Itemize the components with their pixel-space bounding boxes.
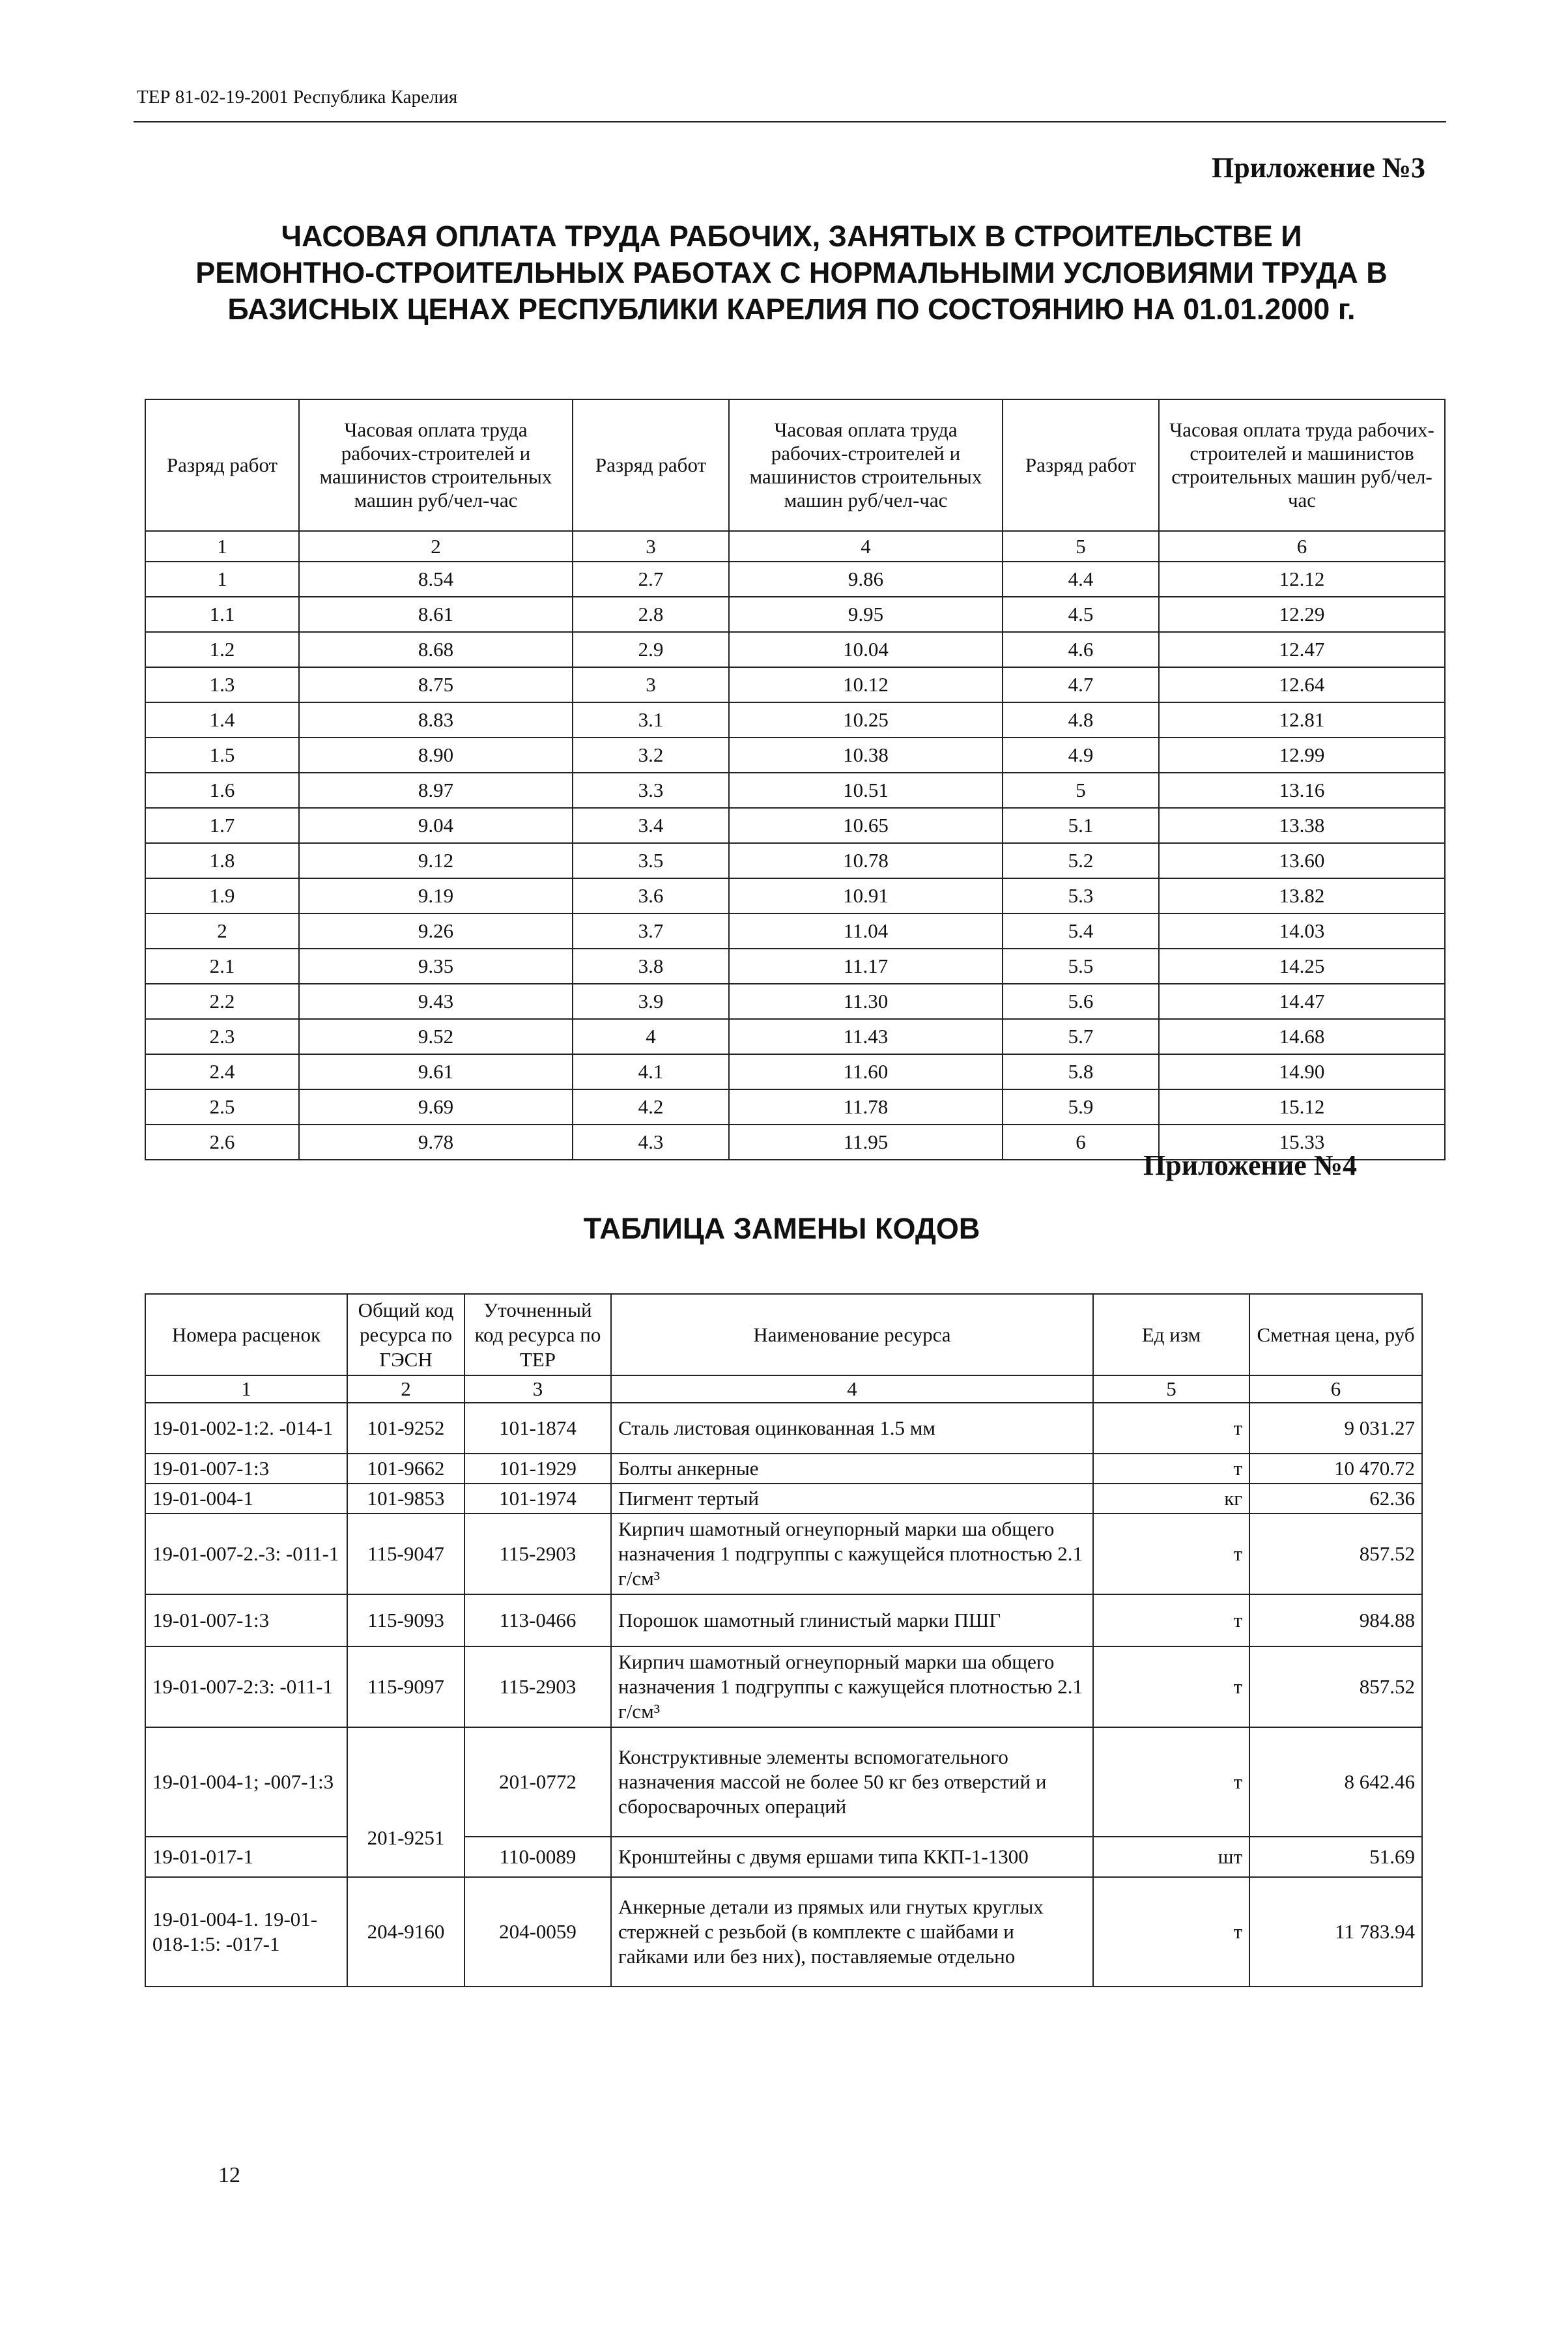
column-number-row: [145, 1375, 1422, 1403]
table-cell: 4.5: [1003, 597, 1159, 632]
column-header: Сметная цена, руб: [1249, 1294, 1422, 1375]
ter-code-cell: 201-0772: [464, 1727, 611, 1837]
ter-code-cell: 101-1929: [464, 1454, 611, 1484]
price-cell: 8 642.46: [1249, 1727, 1422, 1837]
resource-name-cell: Конструктивные элементы вспомогательного назначения массой не более 50 кг без отверстий и сборосварочных операций: [611, 1727, 1093, 1837]
column-number: 3: [573, 531, 729, 562]
table-cell: 4.2: [573, 1089, 729, 1125]
table-cell: 2.7: [573, 562, 729, 597]
table-cell: 5.6: [1003, 984, 1159, 1019]
price-cell: 11 783.94: [1249, 1877, 1422, 1987]
ter-code-cell: 113-0466: [464, 1594, 611, 1646]
gesn-code-cell: 101-9662: [347, 1454, 464, 1484]
table-row: [145, 1484, 1422, 1514]
table-cell: 9.35: [299, 949, 573, 984]
unit-cell: т: [1093, 1877, 1249, 1987]
table-cell: 11.04: [729, 913, 1003, 949]
page-number: 12: [218, 2163, 240, 2187]
table-row: [145, 949, 1445, 984]
gesn-code-cell: 115-9047: [347, 1514, 464, 1594]
code-replacement-table: [145, 1293, 1423, 1987]
table-row: [145, 1514, 1422, 1594]
table-cell: 8.54: [299, 562, 573, 597]
unit-cell: т: [1093, 1403, 1249, 1454]
table-cell: 1.4: [145, 702, 299, 738]
column-header: Часовая оплата труда рабочих-строителей и машинистов строительных машин руб/чел-час: [729, 399, 1003, 531]
column-header: Часовая оплата труда рабочих-строителей и машинистов строительных машин руб/чел-час: [299, 399, 573, 531]
rate-numbers-cell: 19-01-007-2.-3: -011-1: [145, 1514, 347, 1594]
table-row: [145, 1727, 1422, 1837]
ter-code-cell: 101-1874: [464, 1403, 611, 1454]
table-cell: 11.95: [729, 1125, 1003, 1160]
table-row: [145, 913, 1445, 949]
table-cell: 8.68: [299, 632, 573, 667]
table-cell: 14.03: [1159, 913, 1445, 949]
table-cell: 12.81: [1159, 702, 1445, 738]
ter-code-cell: 115-2903: [464, 1646, 611, 1727]
ter-code-cell: 101-1974: [464, 1484, 611, 1514]
table-cell: 12.99: [1159, 738, 1445, 773]
table-cell: 3: [573, 667, 729, 702]
price-cell: 984.88: [1249, 1594, 1422, 1646]
table-cell: 4: [573, 1019, 729, 1054]
rate-numbers-cell: 19-01-007-1:3: [145, 1454, 347, 1484]
appendix3-title: ЧАСОВАЯ ОПЛАТА ТРУДА РАБОЧИХ, ЗАНЯТЫХ В СТРОИТЕЛЬСТВЕ И РЕМОНТНО-СТРОИТЕЛЬНЫХ РАБОТАХ С НОРМАЛЬНЫМИ УСЛОВИЯМИ ТРУДА В БАЗИСНЫХ ЦЕНАХ РЕСПУБЛИКИ КАРЕЛИЯ ПО СОСТОЯНИЮ НА 01.01.2000 г.: [195, 220, 1388, 326]
table-cell: 4.6: [1003, 632, 1159, 667]
gesn-code-cell: 201-9251: [347, 1727, 464, 1877]
column-number: 2: [347, 1375, 464, 1403]
table-cell: 10.51: [729, 773, 1003, 808]
table-cell: 10.78: [729, 843, 1003, 878]
table-row: [145, 1054, 1445, 1089]
column-number: 5: [1093, 1375, 1249, 1403]
table-row: [145, 562, 1445, 597]
table-row: [145, 1877, 1422, 1987]
table-row: [145, 1646, 1422, 1727]
table-cell: 2: [145, 913, 299, 949]
table-row: [145, 773, 1445, 808]
column-number: 4: [729, 531, 1003, 562]
table-cell: 4.9: [1003, 738, 1159, 773]
table-cell: 3.7: [573, 913, 729, 949]
gesn-code-cell: 101-9853: [347, 1484, 464, 1514]
resource-name-cell: Болты анкерные: [611, 1454, 1093, 1484]
table-cell: 5.2: [1003, 843, 1159, 878]
table-cell: 12.29: [1159, 597, 1445, 632]
table-cell: 10.65: [729, 808, 1003, 843]
table-cell: 10.12: [729, 667, 1003, 702]
table-cell: 2.3: [145, 1019, 299, 1054]
table-cell: 10.91: [729, 878, 1003, 913]
table-row: [145, 843, 1445, 878]
table-cell: 9.26: [299, 913, 573, 949]
table-cell: 11.43: [729, 1019, 1003, 1054]
table-cell: 5.7: [1003, 1019, 1159, 1054]
table-cell: 9.86: [729, 562, 1003, 597]
table-cell: 9.78: [299, 1125, 573, 1160]
unit-cell: т: [1093, 1454, 1249, 1484]
table-cell: 14.47: [1159, 984, 1445, 1019]
document-header: ТЕР 81-02-19-2001 Республика Карелия: [137, 87, 458, 108]
table-cell: 2.2: [145, 984, 299, 1019]
table-row: [145, 632, 1445, 667]
column-header: Номера расценок: [145, 1294, 347, 1375]
table-cell: 1.9: [145, 878, 299, 913]
table-cell: 1: [145, 562, 299, 597]
table-cell: 1.6: [145, 773, 299, 808]
table-cell: 8.83: [299, 702, 573, 738]
table-cell: 9.69: [299, 1089, 573, 1125]
table-cell: 5.3: [1003, 878, 1159, 913]
column-header: Наименование ресурса: [611, 1294, 1093, 1375]
unit-cell: шт: [1093, 1837, 1249, 1877]
table-cell: 10.25: [729, 702, 1003, 738]
table-cell: 8.75: [299, 667, 573, 702]
resource-name-cell: Анкерные детали из прямых или гнутых круглых стержней с резьбой (в комплекте с шайбами и гайками или без них), поставляемые отдельно: [611, 1877, 1093, 1987]
table-cell: 3.4: [573, 808, 729, 843]
table-cell: 9.95: [729, 597, 1003, 632]
table-cell: 5.9: [1003, 1089, 1159, 1125]
table-row: [145, 1837, 1422, 1877]
table-cell: 12.12: [1159, 562, 1445, 597]
table-cell: 2.5: [145, 1089, 299, 1125]
rate-numbers-cell: 19-01-002-1:2. -014-1: [145, 1403, 347, 1454]
table-cell: 4.4: [1003, 562, 1159, 597]
table-cell: 1.2: [145, 632, 299, 667]
resource-name-cell: Кирпич шамотный огнеупорный марки ша общего назначения 1 подгруппы с кажущейся плотностью 2.1 г/см³: [611, 1514, 1093, 1594]
ter-code-cell: 110-0089: [464, 1837, 611, 1877]
table-cell: 1.5: [145, 738, 299, 773]
resource-name-cell: Кирпич шамотный огнеупорный марки ша общего назначения 1 подгруппы с кажущейся плотностью 2.1 г/см³: [611, 1646, 1093, 1727]
column-number-row: [145, 531, 1445, 562]
unit-cell: т: [1093, 1514, 1249, 1594]
table-cell: 8.61: [299, 597, 573, 632]
table-cell: 14.25: [1159, 949, 1445, 984]
table-cell: 8.97: [299, 773, 573, 808]
column-header: Разряд работ: [145, 399, 299, 531]
table-row: [145, 1454, 1422, 1484]
column-number: 4: [611, 1375, 1093, 1403]
table-cell: 5.8: [1003, 1054, 1159, 1089]
column-number: 5: [1003, 531, 1159, 562]
column-number: 1: [145, 531, 299, 562]
table-cell: 8.90: [299, 738, 573, 773]
table-cell: 11.17: [729, 949, 1003, 984]
table-cell: 4.3: [573, 1125, 729, 1160]
table-cell: 4.8: [1003, 702, 1159, 738]
price-cell: 857.52: [1249, 1514, 1422, 1594]
table-cell: 13.60: [1159, 843, 1445, 878]
table-cell: 15.33: [1159, 1125, 1445, 1160]
resource-name-cell: Порошок шамотный глинистый марки ПШГ: [611, 1594, 1093, 1646]
price-cell: 857.52: [1249, 1646, 1422, 1727]
rate-numbers-cell: 19-01-017-1: [145, 1837, 347, 1877]
resource-name-cell: Кронштейны с двумя ершами типа ККП-1-1300: [611, 1837, 1093, 1877]
ter-code-cell: 115-2903: [464, 1514, 611, 1594]
table-row: [145, 702, 1445, 738]
table-row: [145, 1019, 1445, 1054]
table-cell: 3.8: [573, 949, 729, 984]
table-cell: 5.4: [1003, 913, 1159, 949]
table-cell: 12.47: [1159, 632, 1445, 667]
table-cell: 6: [1003, 1125, 1159, 1160]
table-cell: 2.4: [145, 1054, 299, 1089]
table-cell: 3.3: [573, 773, 729, 808]
table-cell: 2.8: [573, 597, 729, 632]
table-cell: 10.38: [729, 738, 1003, 773]
table-cell: 3.5: [573, 843, 729, 878]
wage-rate-table: [145, 399, 1446, 1160]
unit-cell: т: [1093, 1594, 1249, 1646]
column-number: 6: [1159, 531, 1445, 562]
table-row: [145, 878, 1445, 913]
column-number: 3: [464, 1375, 611, 1403]
table-row: [145, 1403, 1422, 1454]
gesn-code-cell: 101-9252: [347, 1403, 464, 1454]
rate-numbers-cell: 19-01-007-1:3: [145, 1594, 347, 1646]
table-row: [145, 1594, 1422, 1646]
table-cell: 1.8: [145, 843, 299, 878]
table-cell: 11.30: [729, 984, 1003, 1019]
table-row: [145, 1089, 1445, 1125]
table-cell: 5: [1003, 773, 1159, 808]
table-cell: 9.04: [299, 808, 573, 843]
resource-name-cell: Пигмент тертый: [611, 1484, 1093, 1514]
rate-numbers-cell: 19-01-004-1; -007-1:3: [145, 1727, 347, 1837]
table-cell: 13.38: [1159, 808, 1445, 843]
table-row: [145, 597, 1445, 632]
table-cell: 9.43: [299, 984, 573, 1019]
table-row: [145, 738, 1445, 773]
table-cell: 10.04: [729, 632, 1003, 667]
table-cell: 15.12: [1159, 1089, 1445, 1125]
column-header: Уточненный код ресурса по ТЕР: [464, 1294, 611, 1375]
gesn-code-cell: 204-9160: [347, 1877, 464, 1987]
table-cell: 11.78: [729, 1089, 1003, 1125]
table-cell: 9.19: [299, 878, 573, 913]
table-cell: 2.6: [145, 1125, 299, 1160]
table-cell: 5.5: [1003, 949, 1159, 984]
table-header-row: [145, 1294, 1422, 1375]
table-header-row: [145, 399, 1445, 531]
table-row: [145, 808, 1445, 843]
column-number: 1: [145, 1375, 347, 1403]
table-cell: 3.9: [573, 984, 729, 1019]
table-cell: 5.1: [1003, 808, 1159, 843]
column-header: Ед изм: [1093, 1294, 1249, 1375]
table-cell: 14.68: [1159, 1019, 1445, 1054]
table-cell: 1.7: [145, 808, 299, 843]
gesn-code-cell: 115-9097: [347, 1646, 464, 1727]
table-cell: 14.90: [1159, 1054, 1445, 1089]
table-cell: 9.61: [299, 1054, 573, 1089]
column-number: 6: [1249, 1375, 1422, 1403]
table-cell: 13.82: [1159, 878, 1445, 913]
table-cell: 13.16: [1159, 773, 1445, 808]
price-cell: 10 470.72: [1249, 1454, 1422, 1484]
column-header: Общий код ресурса по ГЭСН: [347, 1294, 464, 1375]
table-cell: 2.9: [573, 632, 729, 667]
ter-code-cell: 204-0059: [464, 1877, 611, 1987]
rate-numbers-cell: 19-01-004-1: [145, 1484, 347, 1514]
table-cell: 9.12: [299, 843, 573, 878]
table-cell: 4.1: [573, 1054, 729, 1089]
table-cell: 1.3: [145, 667, 299, 702]
column-header: Часовая оплата труда рабочих-строителей и машинистов строительных машин руб/чел-час: [1159, 399, 1445, 531]
table-cell: 1.1: [145, 597, 299, 632]
header-rule: [134, 121, 1446, 122]
column-header: Разряд работ: [573, 399, 729, 531]
unit-cell: кг: [1093, 1484, 1249, 1514]
gesn-code-cell: 115-9093: [347, 1594, 464, 1646]
table-cell: 3.1: [573, 702, 729, 738]
rate-numbers-cell: 19-01-004-1. 19-01-018-1:5: -017-1: [145, 1877, 347, 1987]
appendix4-title: ТАБЛИЦА ЗАМЕНЫ КОДОВ: [583, 1212, 980, 1245]
price-cell: 9 031.27: [1249, 1403, 1422, 1454]
resource-name-cell: Сталь листовая оцинкованная 1.5 мм: [611, 1403, 1093, 1454]
price-cell: 51.69: [1249, 1837, 1422, 1877]
table-cell: 9.52: [299, 1019, 573, 1054]
table-cell: 4.7: [1003, 667, 1159, 702]
table-row: [145, 667, 1445, 702]
table-cell: 12.64: [1159, 667, 1445, 702]
appendix3-label: Приложение №3: [1212, 152, 1425, 184]
price-cell: 62.36: [1249, 1484, 1422, 1514]
rate-numbers-cell: 19-01-007-2:3: -011-1: [145, 1646, 347, 1727]
appendix4-label: Приложение №4: [1143, 1149, 1357, 1181]
unit-cell: т: [1093, 1727, 1249, 1837]
column-number: 2: [299, 531, 573, 562]
table-cell: 3.2: [573, 738, 729, 773]
unit-cell: т: [1093, 1646, 1249, 1727]
table-cell: 2.1: [145, 949, 299, 984]
table-cell: 3.6: [573, 878, 729, 913]
column-header: Разряд работ: [1003, 399, 1159, 531]
table-row: [145, 984, 1445, 1019]
table-cell: 11.60: [729, 1054, 1003, 1089]
